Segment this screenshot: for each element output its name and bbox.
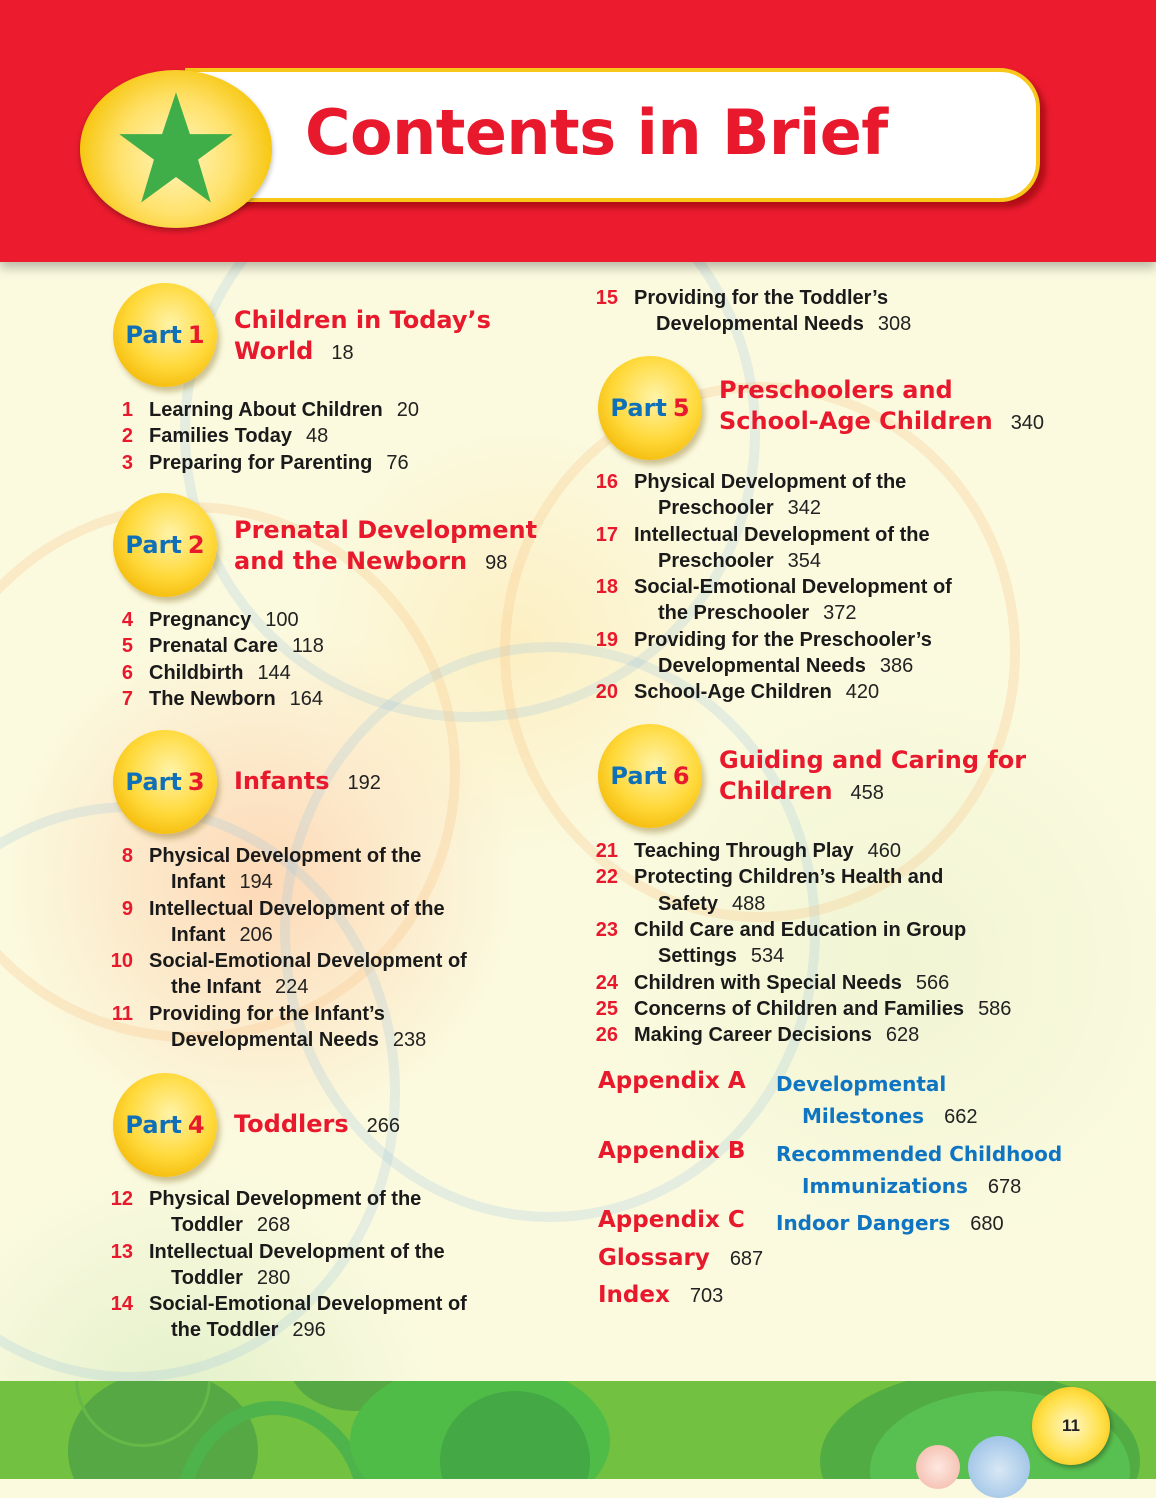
chapter-title-line bbox=[149, 1317, 467, 1343]
chapter-title: Providing for the Preschooler’s bbox=[634, 628, 932, 651]
chapter-entry[interactable] bbox=[592, 1022, 919, 1048]
chapter-page: 566 bbox=[915, 971, 950, 994]
chapter-title-line bbox=[634, 627, 932, 653]
chapter-number: 5 bbox=[121, 635, 133, 658]
appendix-title bbox=[776, 1138, 1062, 1203]
chapter-title: School-Age Children bbox=[634, 681, 832, 704]
chapter-page: 268 bbox=[256, 1214, 291, 1237]
backmatter-label: Appendix B bbox=[598, 1138, 746, 1164]
chapter-title-line bbox=[149, 974, 467, 1000]
chapter-title: Intellectual Development of the bbox=[149, 897, 445, 920]
backmatter-entry[interactable] bbox=[598, 1245, 763, 1271]
chapter-page: 586 bbox=[978, 997, 1012, 1020]
appendix-page: 678 bbox=[987, 1176, 1022, 1198]
chapter-title: Developmental Needs bbox=[658, 655, 866, 678]
part-number: 4 bbox=[187, 1111, 205, 1139]
part-page: 192 bbox=[347, 772, 381, 794]
chapter-title-line bbox=[149, 686, 323, 712]
part-label: Part bbox=[610, 762, 667, 790]
part-title[interactable] bbox=[234, 1109, 400, 1142]
appendix-title bbox=[776, 1068, 977, 1133]
appendix-title-text: Milestones bbox=[802, 1104, 925, 1128]
chapter-entry[interactable] bbox=[107, 633, 324, 659]
chapter-number: 7 bbox=[121, 687, 133, 710]
chapter-title-line bbox=[634, 838, 901, 864]
chapter-title: Child Care and Education in Group bbox=[634, 918, 967, 941]
chapter-title: Families Today bbox=[149, 425, 293, 448]
chapter-entry[interactable] bbox=[592, 522, 930, 575]
chapter-page: 280 bbox=[256, 1266, 291, 1289]
chapter-title-line bbox=[634, 943, 966, 969]
chapter-title: Providing for the Infant’s bbox=[149, 1002, 385, 1025]
decorative-ball bbox=[916, 1445, 960, 1489]
part-title-line bbox=[234, 1109, 400, 1142]
chapter-number: 8 bbox=[121, 845, 133, 867]
chapter-number: 9 bbox=[121, 897, 133, 920]
chapter-title-line bbox=[634, 600, 952, 626]
appendix-title-line bbox=[776, 1170, 1062, 1203]
chapter-page: 386 bbox=[879, 655, 914, 678]
chapter-number: 22 bbox=[595, 866, 618, 889]
chapter-page: 488 bbox=[732, 892, 766, 915]
chapter-entry[interactable] bbox=[107, 1291, 467, 1344]
part-title-line bbox=[234, 766, 381, 799]
chapter-entry[interactable] bbox=[107, 948, 467, 1001]
chapter-title-line bbox=[634, 996, 1011, 1022]
star-icon bbox=[118, 90, 234, 206]
chapter-title-line bbox=[149, 843, 421, 869]
part-label: Part bbox=[125, 321, 182, 349]
appendix-title-line bbox=[776, 1068, 977, 1100]
part-title[interactable] bbox=[719, 745, 1026, 809]
chapter-page: 460 bbox=[867, 840, 902, 862]
part-label: Part bbox=[125, 1111, 182, 1139]
chapter-title: the Infant bbox=[171, 976, 261, 999]
chapter-entry[interactable] bbox=[107, 1186, 421, 1239]
chapter-page: 308 bbox=[877, 313, 912, 336]
chapter-number: 11 bbox=[111, 1002, 133, 1025]
chapter-title: Safety bbox=[658, 892, 719, 915]
chapter-title-line bbox=[149, 948, 467, 974]
backmatter-page: 687 bbox=[729, 1248, 764, 1270]
chapter-entry[interactable] bbox=[592, 838, 901, 864]
chapter-entry[interactable] bbox=[592, 679, 879, 705]
part-title[interactable] bbox=[234, 515, 537, 579]
chapter-page: 238 bbox=[392, 1029, 427, 1052]
chapter-title: Teaching Through Play bbox=[634, 840, 854, 862]
part-title[interactable] bbox=[719, 375, 1044, 439]
chapter-number: 13 bbox=[110, 1240, 133, 1263]
chapter-title: the Preschooler bbox=[658, 602, 810, 625]
chapter-title-line bbox=[634, 522, 930, 548]
part-number: 1 bbox=[187, 321, 205, 349]
part-badge bbox=[113, 730, 217, 834]
chapter-title: Childbirth bbox=[149, 661, 244, 684]
chapter-page: 372 bbox=[823, 602, 857, 625]
part-title-text: Children bbox=[719, 777, 833, 805]
chapter-entry[interactable] bbox=[107, 423, 328, 449]
part-number: 5 bbox=[672, 394, 690, 422]
chapter-title: Prenatal Care bbox=[149, 635, 278, 658]
chapter-page: 48 bbox=[306, 425, 329, 448]
page-title: Contents in Brief bbox=[305, 96, 888, 169]
chapter-number: 20 bbox=[595, 681, 618, 704]
backmatter-label: Appendix A bbox=[598, 1068, 746, 1094]
chapter-number: 23 bbox=[595, 918, 618, 941]
chapter-title-line bbox=[149, 1001, 426, 1027]
appendix-title-line bbox=[776, 1138, 1062, 1170]
part-title-text: and the Newborn bbox=[234, 547, 468, 575]
part-title[interactable] bbox=[234, 766, 381, 799]
chapter-number: 19 bbox=[595, 628, 618, 651]
chapter-number: 4 bbox=[121, 609, 133, 631]
chapter-entry[interactable] bbox=[107, 896, 445, 949]
chapter-title: Preschooler bbox=[658, 497, 774, 520]
chapter-title: Providing for the Toddler’s bbox=[634, 287, 889, 309]
chapter-number: 1 bbox=[121, 399, 133, 421]
backmatter-entry[interactable] bbox=[598, 1282, 723, 1308]
part-title-text: Guiding and Caring for bbox=[719, 746, 1027, 774]
chapter-title-line bbox=[149, 607, 299, 633]
part-title-line bbox=[719, 745, 1026, 776]
chapter-title-line bbox=[149, 1265, 445, 1291]
part-title-line bbox=[234, 515, 537, 546]
chapter-page: 164 bbox=[289, 687, 324, 710]
chapter-title-line bbox=[149, 397, 419, 423]
chapter-title: Learning About Children bbox=[149, 399, 383, 421]
chapter-page: 342 bbox=[787, 497, 821, 520]
chapter-number: 6 bbox=[121, 661, 133, 684]
appendix-title bbox=[776, 1207, 1004, 1240]
part-number: 2 bbox=[187, 531, 205, 559]
chapter-page: 628 bbox=[885, 1024, 920, 1047]
part-title-text: Infants bbox=[234, 767, 330, 795]
appendix-title-text: Immunizations bbox=[802, 1174, 968, 1198]
chapter-title: Physical Development of the bbox=[149, 845, 422, 867]
chapter-title-line bbox=[634, 469, 906, 495]
part-badge bbox=[113, 283, 217, 387]
part-badge bbox=[598, 724, 702, 828]
chapter-title: the Toddler bbox=[171, 1319, 279, 1342]
appendix-page: 662 bbox=[944, 1106, 978, 1128]
chapter-number: 17 bbox=[595, 523, 618, 546]
chapter-number: 26 bbox=[595, 1024, 618, 1047]
page-number-badge bbox=[1032, 1387, 1110, 1465]
chapter-entry[interactable] bbox=[107, 450, 409, 476]
chapter-page: 76 bbox=[386, 451, 409, 474]
chapter-title-line bbox=[149, 423, 328, 449]
appendix-entry[interactable] bbox=[598, 1068, 978, 1128]
chapter-number: 2 bbox=[121, 425, 133, 448]
appendix-title-line bbox=[776, 1207, 1004, 1240]
chapter-title-line bbox=[634, 548, 930, 574]
chapter-entry[interactable] bbox=[592, 285, 911, 338]
chapter-title: Toddler bbox=[171, 1266, 243, 1289]
part-page: 340 bbox=[1010, 412, 1045, 434]
chapter-number: 3 bbox=[121, 451, 133, 474]
part-page: 458 bbox=[850, 782, 884, 804]
chapter-entry[interactable] bbox=[592, 996, 1011, 1022]
chapter-title: Intellectual Development of the bbox=[149, 1240, 445, 1263]
chapter-title: Developmental Needs bbox=[171, 1029, 379, 1052]
chapter-entry[interactable] bbox=[107, 1239, 445, 1292]
decorative-ball bbox=[968, 1436, 1030, 1498]
chapter-title: The Newborn bbox=[149, 687, 276, 710]
part-title-text: World bbox=[234, 337, 314, 365]
part-label: Part bbox=[125, 768, 182, 796]
part-title-text: Toddlers bbox=[234, 1110, 349, 1138]
chapter-title: Protecting Children’s Health and bbox=[634, 866, 944, 889]
chapter-title: Physical Development of the bbox=[149, 1188, 422, 1210]
chapter-page: 144 bbox=[257, 661, 291, 684]
chapter-title: Social-Emotional Development of bbox=[149, 950, 467, 973]
part-label: Part bbox=[125, 531, 182, 559]
part-page: 18 bbox=[331, 342, 354, 364]
chapter-entry[interactable] bbox=[107, 397, 419, 423]
part-title-line bbox=[234, 546, 537, 579]
chapter-number: 25 bbox=[595, 997, 618, 1020]
chapter-title: Infant bbox=[171, 871, 226, 894]
part-label: Part bbox=[610, 394, 667, 422]
chapter-number: 14 bbox=[110, 1293, 133, 1316]
chapter-number: 24 bbox=[595, 971, 618, 994]
chapter-title-line bbox=[149, 922, 445, 948]
chapter-title-line bbox=[149, 869, 421, 895]
chapter-entry[interactable] bbox=[107, 686, 323, 712]
chapter-page: 118 bbox=[291, 635, 324, 658]
chapter-title-line bbox=[634, 891, 943, 917]
chapter-entry[interactable] bbox=[107, 660, 291, 686]
chapter-page: 420 bbox=[845, 681, 880, 704]
chapter-title-line bbox=[634, 679, 879, 705]
chapter-page: 296 bbox=[292, 1319, 326, 1342]
chapter-page: 100 bbox=[265, 609, 299, 631]
page-number: 11 bbox=[1062, 1416, 1080, 1435]
chapter-page: 206 bbox=[239, 923, 273, 946]
part-title-line bbox=[719, 375, 1044, 406]
part-page: 98 bbox=[485, 552, 508, 574]
chapter-title: Concerns of Children and Families bbox=[634, 997, 965, 1020]
part-page: 266 bbox=[366, 1115, 401, 1137]
chapter-page: 194 bbox=[239, 871, 273, 894]
chapter-title-line bbox=[634, 970, 949, 996]
part-title-text: Prenatal Development bbox=[234, 516, 538, 544]
part-badge bbox=[113, 1073, 217, 1177]
part-number: 6 bbox=[672, 762, 690, 790]
chapter-title-line bbox=[634, 864, 943, 890]
chapter-title-line bbox=[634, 653, 932, 679]
part-title-line bbox=[719, 406, 1044, 439]
chapter-entry[interactable] bbox=[107, 1001, 426, 1054]
appendix-title-text: Indoor Dangers bbox=[776, 1211, 951, 1235]
chapter-number: 10 bbox=[110, 950, 133, 973]
chapter-title: Infant bbox=[171, 923, 226, 946]
chapter-page: 224 bbox=[275, 976, 309, 999]
chapter-title: Developmental Needs bbox=[656, 313, 864, 336]
chapter-title: Settings bbox=[658, 945, 737, 968]
chapter-title-line bbox=[149, 1186, 421, 1212]
part-title-text: Children in Today’s bbox=[234, 306, 491, 334]
chapter-number: 15 bbox=[595, 287, 618, 309]
chapter-title-line bbox=[634, 311, 911, 337]
appendix-title-text: Developmental bbox=[776, 1072, 947, 1096]
chapter-number: 18 bbox=[595, 576, 618, 599]
part-badge bbox=[113, 493, 217, 597]
chapter-title-line bbox=[149, 1239, 445, 1265]
chapter-title: Toddler bbox=[171, 1214, 243, 1237]
backmatter-page: 703 bbox=[689, 1285, 724, 1307]
chapter-title-line bbox=[149, 1027, 426, 1053]
chapter-title: Children with Special Needs bbox=[634, 971, 902, 994]
backmatter-label: Index bbox=[598, 1282, 670, 1308]
chapter-page: 20 bbox=[396, 399, 419, 421]
chapter-title-line bbox=[149, 896, 445, 922]
chapter-entry[interactable] bbox=[592, 970, 949, 996]
chapter-title: Pregnancy bbox=[149, 609, 252, 631]
chapter-entry[interactable] bbox=[592, 864, 943, 917]
backmatter-label: Appendix C bbox=[598, 1207, 745, 1233]
chapter-title-line bbox=[149, 660, 291, 686]
part-title-line bbox=[234, 336, 491, 369]
chapter-page: 534 bbox=[750, 945, 785, 968]
chapter-title: Social-Emotional Development of bbox=[634, 576, 952, 599]
chapter-title-line bbox=[634, 285, 911, 311]
appendix-title-text: Recommended Childhood bbox=[776, 1142, 1063, 1166]
chapter-page: 354 bbox=[787, 549, 821, 572]
chapter-entry[interactable] bbox=[107, 843, 421, 896]
chapter-number: 16 bbox=[595, 471, 618, 493]
part-title-text: School-Age Children bbox=[719, 407, 993, 435]
appendix-title-line bbox=[776, 1100, 977, 1133]
appendix-entry[interactable] bbox=[598, 1138, 1063, 1198]
backmatter-label: Glossary bbox=[598, 1245, 710, 1271]
chapter-title: Intellectual Development of the bbox=[634, 523, 930, 546]
part-number: 3 bbox=[187, 768, 205, 796]
chapter-title-line bbox=[634, 1022, 919, 1048]
chapter-entry[interactable] bbox=[107, 607, 299, 633]
chapter-entry[interactable] bbox=[592, 627, 932, 680]
part-title-text: Preschoolers and bbox=[719, 376, 953, 404]
star-badge bbox=[80, 70, 272, 228]
chapter-title: Social-Emotional Development of bbox=[149, 1293, 467, 1316]
part-badge bbox=[598, 356, 702, 460]
chapter-entry[interactable] bbox=[592, 917, 966, 970]
chapter-title-line bbox=[149, 450, 409, 476]
chapter-title: Physical Development of the bbox=[634, 471, 907, 493]
part-title-line bbox=[719, 776, 1026, 809]
chapter-title-line bbox=[149, 1212, 421, 1238]
chapter-title: Making Career Decisions bbox=[634, 1024, 872, 1047]
chapter-title-line bbox=[634, 495, 906, 521]
appendix-entry[interactable] bbox=[598, 1207, 1004, 1235]
part-title[interactable] bbox=[234, 305, 491, 369]
chapter-entry[interactable] bbox=[592, 574, 952, 627]
chapter-number: 12 bbox=[110, 1188, 133, 1210]
chapter-title-line bbox=[149, 633, 324, 659]
chapter-title-line bbox=[149, 1291, 467, 1317]
chapter-title: Preschooler bbox=[658, 549, 774, 572]
chapter-number: 21 bbox=[595, 840, 618, 862]
part-title-line bbox=[234, 305, 491, 336]
chapter-title-line bbox=[634, 574, 952, 600]
chapter-title-line bbox=[634, 917, 966, 943]
appendix-page: 680 bbox=[970, 1213, 1004, 1235]
chapter-entry[interactable] bbox=[592, 469, 906, 522]
chapter-title: Preparing for Parenting bbox=[149, 451, 373, 474]
